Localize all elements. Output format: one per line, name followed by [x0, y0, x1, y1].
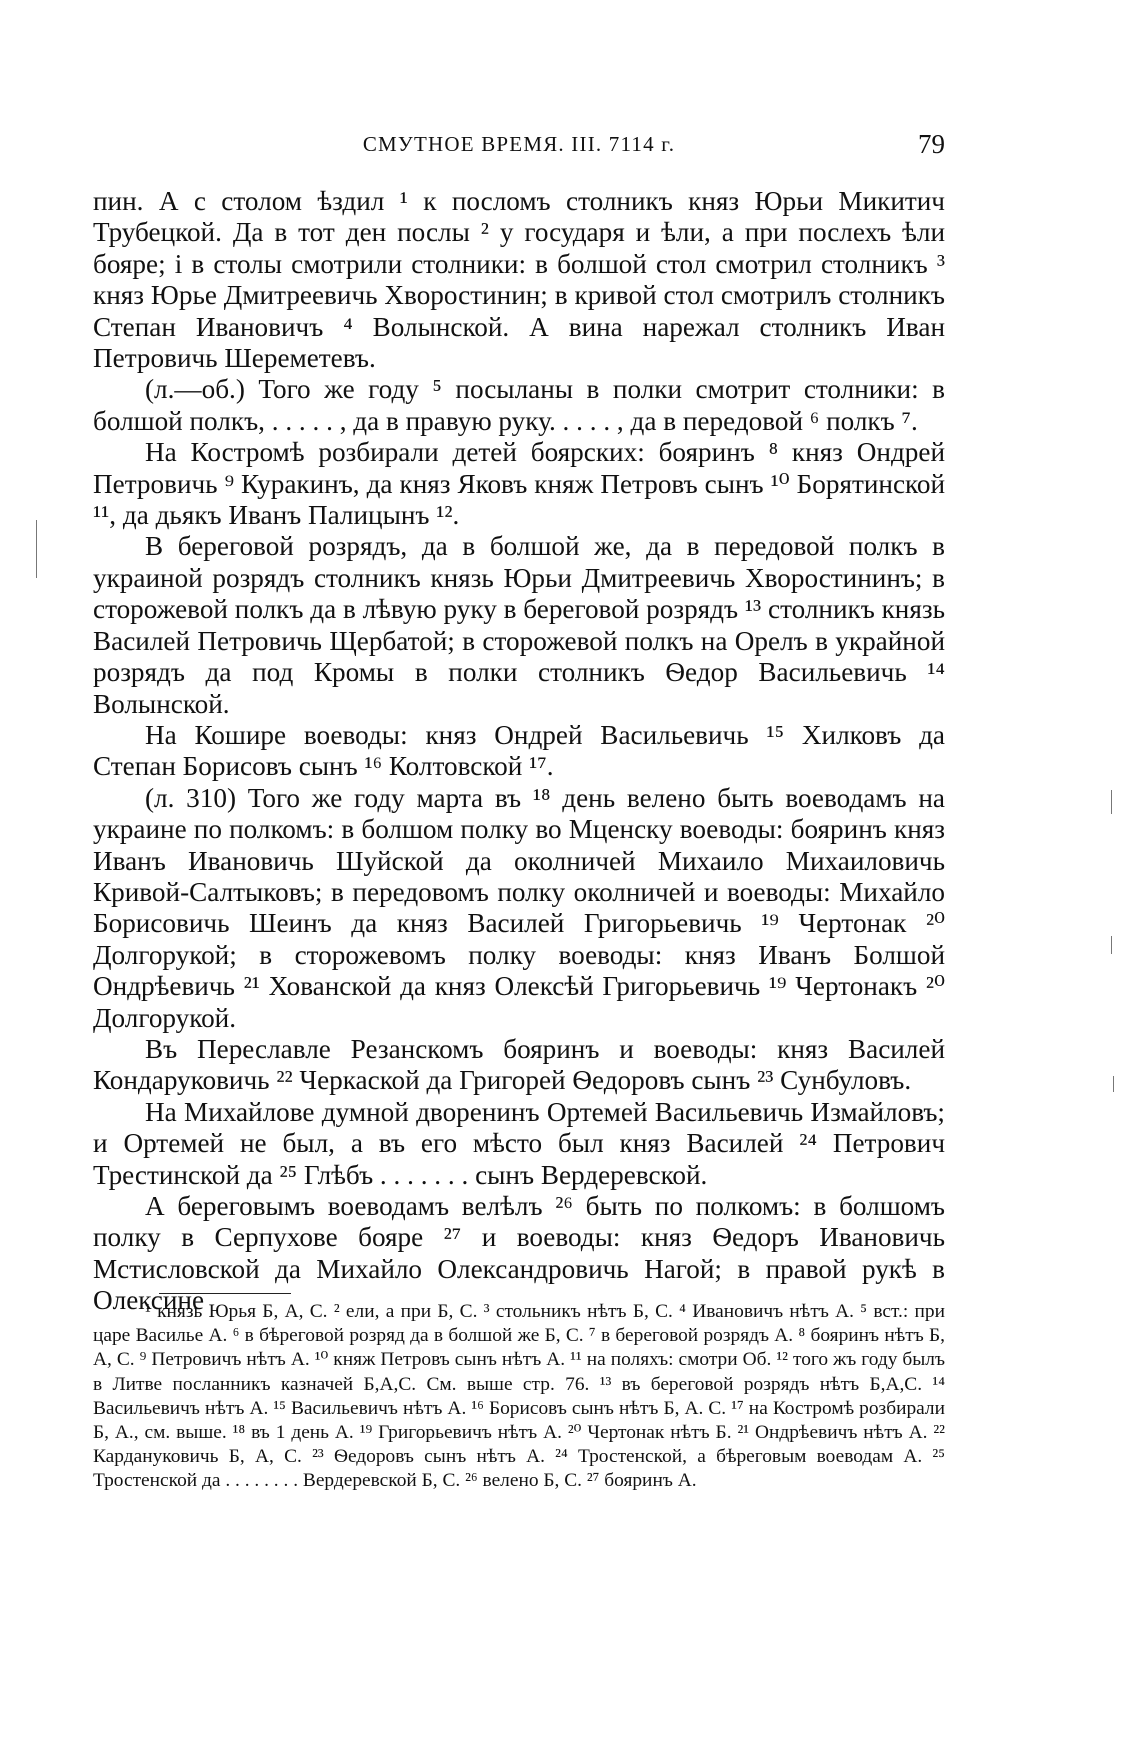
footnote-text: ¹ князь Юрья Б, А, С. ² ели, а при Б, С. ³ стольникъ нѣтъ Б, С. ⁴ Ивановичъ нѣтъ А. ⁵ вст.: при царе Василье А. ⁶ в бѣреговой розряд да в болшой же Б, С. ⁷ в береговой розрядъ А. ⁸ бояринъ нѣтъ Б, А, С. ⁹ Петровичъ нѣтъ А. ¹⁰ княж Петровъ сынъ нѣтъ А. ¹¹ на поляхъ: смотри Об. ¹² того жъ году былъ в Литве посланникъ казначей Б,А,С. См. выше стр. 76. ¹³ въ береговой розрядъ нѣтъ Б,А,С. ¹⁴ Васильевичъ нѣтъ А. ¹⁵ Васильевичъ нѣтъ А. ¹⁶ Борисовъ сынъ нѣтъ Б, А. С. ¹⁷ на Костромѣ розбирали Б, А., см. выше. ¹⁸ въ 1 день А. ¹⁹ Григорьевичъ нѣтъ А. ²⁰ Чертонак нѣтъ Б. ²¹ Ондрѣевичъ нѣтъ А. ²² Кардануковичь Б, А, С. ²³ Ѳедоровъ сынъ нѣтъ А. ²⁴ Тростенской, а бѣреговым воеводам А. ²⁵ Тростенской да . . . . . . . . Вердеревской Б, С. ²⁶ велено Б, С. ²⁷ бояринъ А.	[93, 1301, 945, 1492]
page-header	[93, 126, 945, 162]
footnotes	[93, 1300, 945, 1494]
running-title: СМУТНОЕ ВРЕМЯ. III. 7114 г.	[362, 132, 676, 156]
paragraph: На Костромѣ розбирали детей боярских: бояринъ ⁸ княз Ондрей Петровичь ⁹ Куракинъ, да княз Яковъ княж Петровъ сынъ ¹⁰ Борятинской ¹¹, да дьякъ Иванъ Палицынъ ¹².	[93, 437, 945, 531]
paragraph: На Михайлове думной дворенинъ Ортемей Васильевичь Измайловъ; и Ортемей не был, а въ его мѣсто был княз Василей ²⁴ Петрович Трестинской да ²⁵ Глѣбъ . . . . . . . сынъ Вердеревской.	[93, 1096, 945, 1190]
paragraph: А береговымъ воеводамъ велѣлъ ²⁶ быть по полкомъ: в болшомъ полку в Серпухове бояре ²⁷ и воеводы: княз Ѳедоръ Ивановичь Мстисловской да Михайло Олександровичь Нагой; в правой рукѣ в Олексине	[93, 1191, 945, 1316]
right-margin-mark	[1111, 790, 1112, 814]
paragraph: пин. А с столом ѣздил ¹ к посломъ столникъ княз Юрьи Микитич Трубецкой. Да в тот ден послы ² у государя и ѣли, а при послехъ ѣли бояре; і в столы смотрили столники: в болшой стол смотрил столникъ ³ княз Юрье Дмитреевичь Хворостинин; в кривой стол смотрилъ столникъ Степан Ивановичъ ⁴ Волынской. А вина нарежал столникъ Иван Петровичь Шереметевъ.	[93, 186, 945, 374]
paragraph: Въ Переславле Резанскомъ бояринъ и воеводы: княз Василей Кондаруковичь ²² Черкаской да Григорей Ѳедоровъ сынъ ²³ Сунбуловъ.	[93, 1033, 945, 1096]
paragraph: (л. 310) Того же году марта въ ¹⁸ день велено быть воеводамъ на украине по полкомъ: в болшом полку во Мценску воеводы: бояринъ княз Иванъ Ивановичь Шуйской да околничей Михаило Михаиловичь Кривой-Салтыковъ; в передовомъ полку околничей и воеводы: Михайло Борисовичь Шеинъ да княз Василей Григорьевичь ¹⁹ Чертонак ²⁰ Долгорукой; в сторожевомъ полку воеводы: княз Иванъ Болшой Ондрѣевичь ²¹ Хованской да княз Олексѣй Григорьевичь ¹⁹ Чертонакъ ²⁰ Долгорукой.	[93, 782, 945, 1033]
main-text	[93, 186, 945, 1317]
left-margin-mark	[36, 520, 37, 578]
page-number: 79	[918, 129, 945, 159]
right-margin-mark	[1113, 1076, 1114, 1092]
footnote-divider	[159, 1293, 291, 1294]
paragraph: В береговой розрядъ, да в болшой же, да в передовой полкъ в украиной розрядъ столникъ князь Юрьи Дмитреевичь Хворостининъ; в сторожевой полкъ да в лѣвую руку в береговой розрядъ ¹³ столникъ князь Василей Петровичь Щербатой; в сторожевой полкъ на Орелъ в украйной розрядъ да под Кромы в полки столникъ Ѳедор Васильевичь ¹⁴ Волынской.	[93, 531, 945, 719]
paragraph: (л.—об.) Того же году ⁵ посыланы в полки смотрит столники: в болшой полкъ, . . . . . , да в правую руку. . . . . , да в передовой ⁶ полкъ ⁷.	[93, 374, 945, 436]
paragraph: На Кошире воеводы: княз Ондрей Васильевичь ¹⁵ Хилковъ да Степан Борисовъ сынъ ¹⁶ Колтовской ¹⁷.	[93, 719, 945, 782]
right-margin-mark	[1111, 936, 1112, 954]
